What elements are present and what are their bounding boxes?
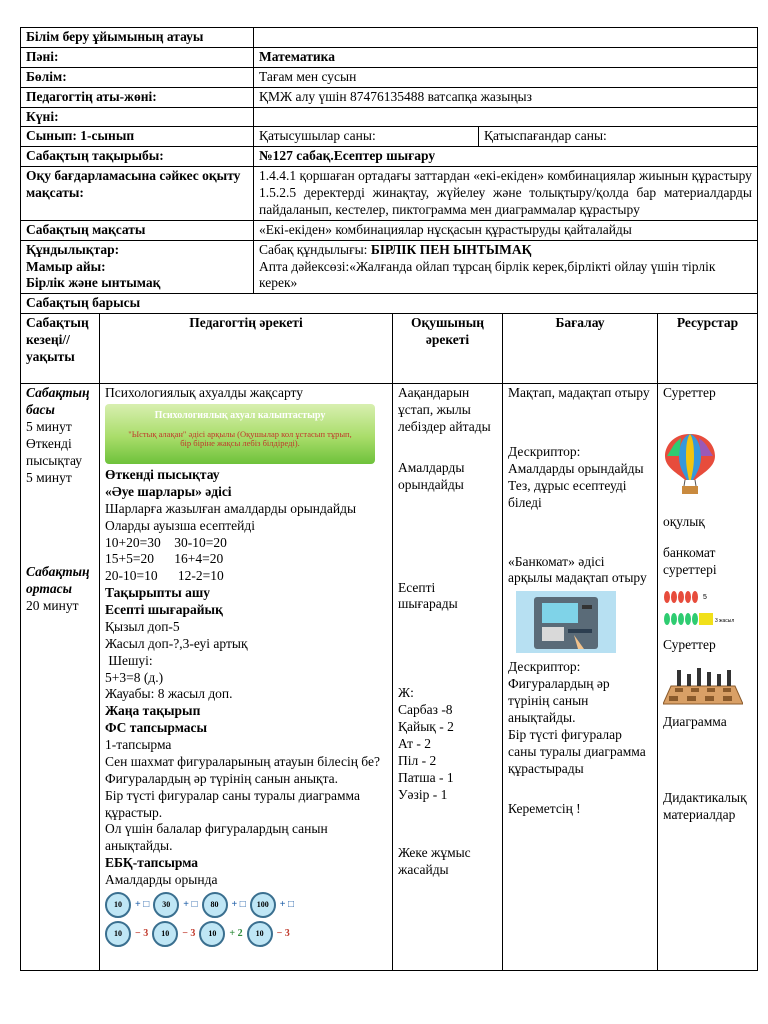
teacher-line: Оларды ауызша есептейді <box>105 517 256 533</box>
psych-banner-image <box>105 404 375 464</box>
assessment-line: Тез, дұрыс есептеуді біледі <box>508 477 627 510</box>
globe-row-1 <box>105 892 387 918</box>
balls-diagram-image <box>663 589 737 629</box>
bars-label-1: 5 <box>703 593 707 601</box>
task-head: Есепті шығарайық <box>105 602 223 617</box>
student-line: Амалдарды орындайды <box>398 459 465 492</box>
globe-icon: 10 <box>105 892 131 918</box>
stage-cell <box>21 384 100 971</box>
globe-op: − 3 <box>182 927 196 939</box>
bars-label-2: 3 жасыл <box>715 617 735 624</box>
goal-value: «Екі-екіден» комбинациялар нұсқасын құрастыруды қайталайды <box>254 220 758 240</box>
globe-op: + □ <box>279 898 294 910</box>
student-line: Жеке жұмыс жасайды <box>398 845 471 878</box>
teacher-line: 10+20=30 30-10=20 <box>105 534 227 550</box>
absent-label: Қатыспағандар саны: <box>479 127 758 147</box>
globe-icon: 30 <box>153 892 179 918</box>
col-resource: Ресурстар <box>658 314 758 384</box>
header-table <box>20 27 758 314</box>
values-label <box>21 240 254 294</box>
globe-icon: 10 <box>105 921 131 947</box>
values-bold: БІРЛІК ПЕН ЫНТЫМАҚ <box>370 241 532 257</box>
teacher-line: Жасыл доп-?,3-еуі артық <box>105 635 248 651</box>
date-label: Күні: <box>21 107 254 127</box>
teacher-value: ҚМЖ алу үшін 87476135488 ватсапқа жазыңыз <box>254 87 758 107</box>
resource-line: Суреттер <box>663 636 716 652</box>
resource-cell <box>658 384 758 971</box>
assessment-line: «Банкомат» әдісі арқылы мадақтап отыру <box>508 553 647 586</box>
student-line: Ат - 2 <box>398 735 431 751</box>
values-label-1: Құндылықтар: <box>26 241 120 257</box>
values-prefix: Сабақ құндылығы: <box>259 241 371 257</box>
stage-review: Өткенді пысықтау <box>26 435 83 468</box>
psych-text: Психологиялық ахуалды жақсарту <box>105 385 304 401</box>
student-cell <box>393 384 503 971</box>
method-head: «Әуе шарлары» әдісі <box>105 483 232 499</box>
flow-label: Сабақтың барысы <box>21 294 758 314</box>
student-line: Уәзір - 1 <box>398 786 448 802</box>
teacher-line: 5+3=8 (д.) <box>105 669 164 685</box>
assessment-line: Бір түсті фигуралар саны туралы диаграмма құрастырады <box>508 726 646 776</box>
teacher-line: Фигуралардың әр түрінің санын анықта. <box>105 770 339 786</box>
teacher-line: Қызыл доп-5 <box>105 618 180 634</box>
teacher-line: 1-тапсырма <box>105 737 172 752</box>
objectives-value <box>254 167 758 221</box>
globe-op: − 3 <box>276 927 290 939</box>
lesson-plan <box>20 27 757 971</box>
banner-text: "Ыстық алақан" әдісі арқылы (Оқушылар кол ұстасып тұрып, бір біріне жақсы лебіз білдіреді). <box>128 429 352 449</box>
topic-label: Сабақтың тақырыбы: <box>21 147 254 167</box>
objective-1: 1.4.4.1 қоршаған ортадағы заттардан «екі-екіден» комбинациялар жиынын құрастыру <box>259 168 752 184</box>
objectives-label: Оқу бағдарламасына сәйкес оқыту мақсаты: <box>21 167 254 221</box>
globe-icon: 80 <box>202 892 228 918</box>
col-teacher: Педагогтің әрекеті <box>100 314 393 384</box>
resource-line: оқулық <box>663 514 705 529</box>
banner-title: Психологиялық ахуал калыптастыру <box>154 410 326 421</box>
new-topic-head: Жаңа тақырып <box>105 703 201 719</box>
teacher-line: 15+5=20 16+4=20 <box>105 551 224 567</box>
resource-line: Дидактикалық материалдар <box>663 790 747 823</box>
globe-icon: 100 <box>250 892 276 918</box>
col-stage: Сабақтың кезеңі// уақыты <box>21 314 100 384</box>
subject-value: Математика <box>254 47 758 67</box>
globe-icon: 10 <box>152 921 178 947</box>
section-value: Тағам мен сусын <box>254 67 758 87</box>
stage-mid: Сабақтың ортасы <box>26 564 90 597</box>
resource-line: Диаграмма <box>663 713 727 729</box>
assessment-line: Дескриптор: <box>508 659 581 675</box>
stage-mid-time: 20 минут <box>26 598 79 614</box>
teacher-line: Сен шахмат фигураларының атауын білесің бе? <box>105 753 380 769</box>
student-line: Ж: <box>398 685 414 701</box>
student-line: Аақандарын ұстап, жылы лебіздер айтады <box>398 385 491 434</box>
values-value <box>254 240 758 294</box>
fs-head: ФС тапсырмасы <box>105 720 208 736</box>
present-label: Қатысушылар саны: <box>254 127 479 147</box>
teacher-label: Педагогтің аты-жөні: <box>21 87 254 107</box>
goal-label: Сабақтың мақсаты <box>21 220 254 240</box>
student-line: Сарбаз -8 <box>398 702 453 718</box>
assessment-line: Амалдарды орындайды <box>508 460 644 476</box>
assessment-line: Мақтап, мадақтап отыру <box>508 385 650 401</box>
class-label: Сынып: 1-сынып <box>21 127 254 147</box>
org-label: Білім беру ұйымының атауы <box>21 28 254 48</box>
assessment-line: Кереметсің ! <box>508 801 581 817</box>
objective-2: 1.5.2.5 деректерді жинақтау, жүйелеу және толықтыру/қолда бар материалдарды пайдаланып, кестелер, пиктограмма мен диаграммалар құрастыру <box>259 185 752 217</box>
ebk-head: ЕБҚ-тапсырма <box>105 855 199 871</box>
student-line: Патша - 1 <box>398 769 454 785</box>
globe-op: + □ <box>135 898 150 910</box>
teacher-line: Шарларға жазылған амалдарды орындайды <box>105 500 357 516</box>
subject-label: Пәні: <box>21 47 254 67</box>
globe-row-2 <box>105 921 387 947</box>
globe-op: − 3 <box>135 927 149 939</box>
resource-line: банкомат суреттері <box>663 544 717 577</box>
assessment-line: Дескриптор: <box>508 444 581 459</box>
teacher-line: Шешуі: <box>105 652 153 668</box>
globe-icon: 10 <box>247 921 273 947</box>
topic-open-head: Тақырыпты ашу <box>105 585 211 601</box>
stage-review-time: 5 минут <box>26 469 72 485</box>
atm-image <box>516 591 616 653</box>
teacher-cell <box>100 384 393 971</box>
globe-icon: 10 <box>199 921 225 947</box>
stage-start-time: 5 минут <box>26 418 72 434</box>
stage-start: Сабақтың басы <box>26 385 90 417</box>
resource-line: Суреттер <box>663 385 716 401</box>
teacher-line: 20-10=10 12-2=10 <box>105 568 224 584</box>
assessment-cell <box>503 384 658 971</box>
review-head: Өткенді пысықтау <box>105 467 220 482</box>
values-label-3: Бірлік және ынтымақ <box>26 275 161 291</box>
col-assessment: Бағалау <box>503 314 658 384</box>
globe-op: + □ <box>183 898 198 910</box>
section-label: Бөлім: <box>21 67 254 87</box>
teacher-line: Жауабы: 8 жасыл доп. <box>105 686 233 702</box>
assessment-line: Фигуралардың әр түрінің санын анықтайды. <box>508 676 610 725</box>
globe-op: + □ <box>231 898 246 910</box>
org-value <box>254 28 758 48</box>
date-value <box>254 107 758 127</box>
values-quote: Апта дәйексөзі:«Жалғанда ойлап тұрсаң бірлік керек,бірлікті ойлау үшін тірлік керек» <box>259 258 716 291</box>
teacher-line: Бір түсті фигуралар саны туралы диаграмма құрастыр. <box>105 787 360 820</box>
globe-op: + 2 <box>229 927 243 939</box>
values-label-2: Мамыр айы: <box>26 258 106 274</box>
flow-table <box>20 313 758 971</box>
teacher-line: Амалдарды орында <box>105 872 218 887</box>
teacher-line: Ол үшін балалар фигуралардың санын анықтайды. <box>105 821 328 854</box>
chess-board-image <box>663 664 743 708</box>
topic-value: №127 сабақ.Есептер шығару <box>254 147 758 167</box>
balloon-icon <box>663 432 717 494</box>
student-line: Піл - 2 <box>398 752 437 768</box>
student-line: Қайық - 2 <box>398 719 454 734</box>
col-student: Оқушының әрекеті <box>393 314 503 384</box>
student-line: Есепті шығарады <box>398 579 458 612</box>
